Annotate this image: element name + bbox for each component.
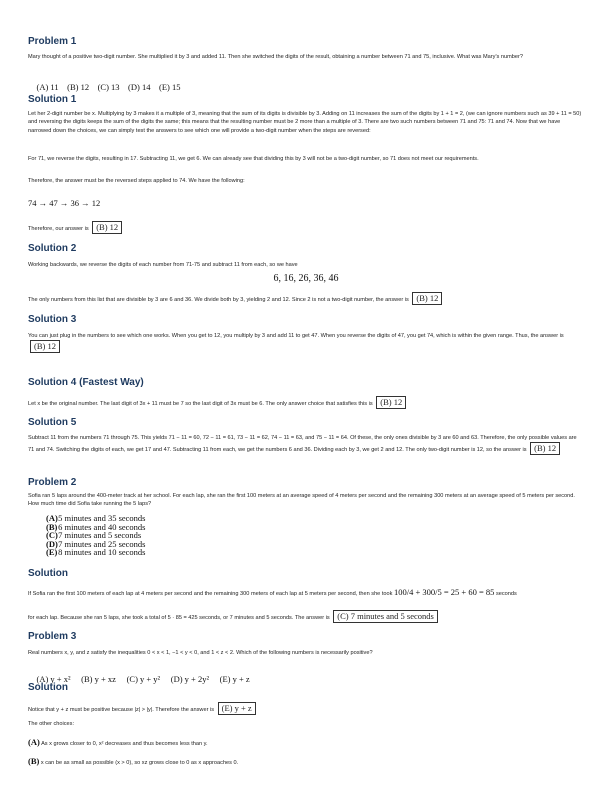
answer-box: (B) 12 xyxy=(92,221,122,234)
solution-3-text-line xyxy=(28,332,584,353)
answer-box: (E) y + z xyxy=(218,702,256,715)
problem-2-solution-line-1 xyxy=(28,588,584,598)
solution-text-1: If Sofia ran the first 100 meters of each lap at 4 meters per second and the remaining 300 meters of each lap at 5 meters per second, then she took xyxy=(28,591,393,597)
solution-2-text-2-line xyxy=(28,292,584,305)
solution-2-text-1: Working backwards, we reverse the digits of each number from 71-75 and subtract 11 from each, so we have xyxy=(28,262,298,268)
solution-1-chain: 74 → 47 → 36 → 12 xyxy=(28,198,101,208)
problem-1-text: Mary thought of a positive two-digit number. She multiplied it by 3 and added 11. Then she switched the digits of the result, obtaining a number between 71 and 75, inclusive. What was Mary's number? xyxy=(28,54,523,60)
problem-3-solution-text-2: The other choices: xyxy=(28,721,75,727)
choice-b-text: x can be as small as possible (x > 0), so xz grows close to 0 as x approaches 0. xyxy=(40,760,239,766)
choice-e: (E) 15 xyxy=(158,82,181,92)
choice-b: (B) y + xz xyxy=(81,674,116,684)
solution-4-heading: Solution 4 (Fastest Way) xyxy=(28,377,144,388)
problem-3-text: Real numbers x, y, and z satisfy the inequalities 0 < x < 1, −1 < y < 0, and 1 < z < 2. Which of the following numbers is necessarily positive? xyxy=(28,650,373,656)
choice-a-text: As x grows closer to 0, x² decreases and thus becomes less than y. xyxy=(41,741,208,747)
solution-3-heading: Solution 3 xyxy=(28,314,77,325)
solution-5-text-line xyxy=(28,434,584,455)
problem-3-solution-heading: Solution xyxy=(28,682,68,693)
solution-text-1: Notice that y + z must be positive because |z| > |y|. Therefore the answer is xyxy=(28,707,215,713)
solution-text-2: for each lap. Because she ran 5 laps, she took a total of 5 · 85 = 425 seconds, or 7 minutes and 5 seconds. The answer is xyxy=(28,615,330,621)
choice-a: (A) 11 xyxy=(36,82,59,92)
solution-1-text-3: Therefore, the answer must be the reversed steps applied to 74. We have the following: xyxy=(28,178,245,184)
choice-c: (C) 13 xyxy=(97,82,120,92)
choice-e: (E) 8 minutes and 10 seconds xyxy=(46,547,146,557)
seconds-label: seconds xyxy=(495,591,517,597)
choice-b-label: (B) xyxy=(28,756,40,766)
choice-a: (A) 5 minutes and 35 seconds xyxy=(46,513,146,523)
solution-2-heading: Solution 2 xyxy=(28,243,77,254)
solution-1-heading: Solution 1 xyxy=(28,94,77,105)
choice-d: (D) 14 xyxy=(128,82,151,92)
problem-2-choices xyxy=(46,514,602,557)
choice-c: (C) y + y² xyxy=(126,674,161,684)
choice-e: (E) y + z xyxy=(219,674,250,684)
other-choice-b xyxy=(28,757,584,767)
problem-2-heading: Problem 2 xyxy=(28,477,77,488)
solution-3-text: You can just plug in the numbers to see which one works. When you get to 12, you multiply by 3 and add 11 to get 47. When you reverse the digits of 47, you get 74, which is within the given range. Thus, the answer is xyxy=(28,333,564,339)
answer-box: (B) 12 xyxy=(30,340,60,353)
problem-1-heading: Problem 1 xyxy=(28,36,77,47)
answer-lead: Therefore, our answer is xyxy=(28,226,89,232)
solution-5-text: Subtract 11 from the numbers 71 through 75. This yields 71 − 11 = 60, 72 − 11 = 61, 73 − 11 = 62, 74 − 11 = 63, and 75 − 11 = 64. Of these, the only ones divisible by 3 are 60 and 63. Therefore, the only possible values are 71 and 74. Switching the digits of each, we get 17 and 47. Subtracting 11 from each, we get the numbers 6 and 36. Dividing each by 3, we get 2 and 12. The only two-digit number is 12, so the answer is xyxy=(28,435,577,454)
solution-1-text-1: Let her 2-digit number be x. Multiplying by 3 makes it a multiple of 3, meaning that the sum of its digits is divisible by 3. Adding on 11 increases the sum of the digits by 1 + 1 = 2, (we can ignore numbers such as 39 + 11 = 50) and reversing the digits keeps the sum of the digits the same; this means that the resulting number must be 2 more than a multiple of 3. There are two such numbers between 71 and 75: 71 and 74. Now that we have narrowed down the choices, we can simply test the answers to see which one will provide a two-digit number when the steps are reversed: xyxy=(28,111,582,134)
choice-d: (D) y + 2y² xyxy=(170,674,210,684)
problem-2-solution-line-2 xyxy=(28,610,584,623)
solution-4-text: Let x be the original number. The last digit of 3x + 11 must be 7 so the last digit of 3x must be 6. The only answer choice that satisfies this is xyxy=(28,401,373,407)
answer-box: (B) 12 xyxy=(530,442,560,455)
problem-3-heading: Problem 3 xyxy=(28,631,77,642)
choice-a-label: (A) xyxy=(28,737,40,747)
solution-1-answer-line xyxy=(28,221,584,234)
choice-d: (D) 7 minutes and 25 seconds xyxy=(46,538,146,549)
solution-equation: 100/4 + 300/5 = 25 + 60 = 85 xyxy=(393,587,495,597)
solution-5-heading: Solution 5 xyxy=(28,417,77,428)
other-choice-a xyxy=(28,738,584,748)
answer-box: (B) 12 xyxy=(412,292,442,305)
problem-3-solution-line-1 xyxy=(28,702,584,715)
solution-2-list: 6, 16, 26, 36, 46 xyxy=(273,273,339,284)
solution-2-text-2: The only numbers from this list that are divisible by 3 are 6 and 36. We divide both by 3, yielding 2 and 12. Since 2 is not a two-digit number, the answer is xyxy=(28,297,409,303)
problem-2-text: Sofia ran 5 laps around the 400-meter track at her school. For each lap, she ran the first 100 meters at an average speed of 4 meters per second and the remaining 300 meters at an average speed of 5 meters per second. How much time did Sofia take running the 5 laps? xyxy=(28,493,575,508)
choice-b: (B) 6 minutes and 40 seconds xyxy=(46,521,146,532)
choice-c: (C) 7 minutes and 5 seconds xyxy=(46,530,142,540)
solution-4-text-line xyxy=(28,396,584,409)
answer-box: (B) 12 xyxy=(376,396,406,409)
problem-2-solution-heading: Solution xyxy=(28,568,68,579)
answer-box: (C) 7 minutes and 5 seconds xyxy=(333,610,438,623)
choice-a: (A) y + x² xyxy=(36,674,71,684)
solution-1-text-2: For 71, we reverse the digits, resulting in 17. Subtracting 11, we get 6. We can already see that dividing this by 3 will not be a two-digit number, so 71 does not meet our requirements. xyxy=(28,156,479,162)
choice-b: (B) 12 xyxy=(67,82,90,92)
